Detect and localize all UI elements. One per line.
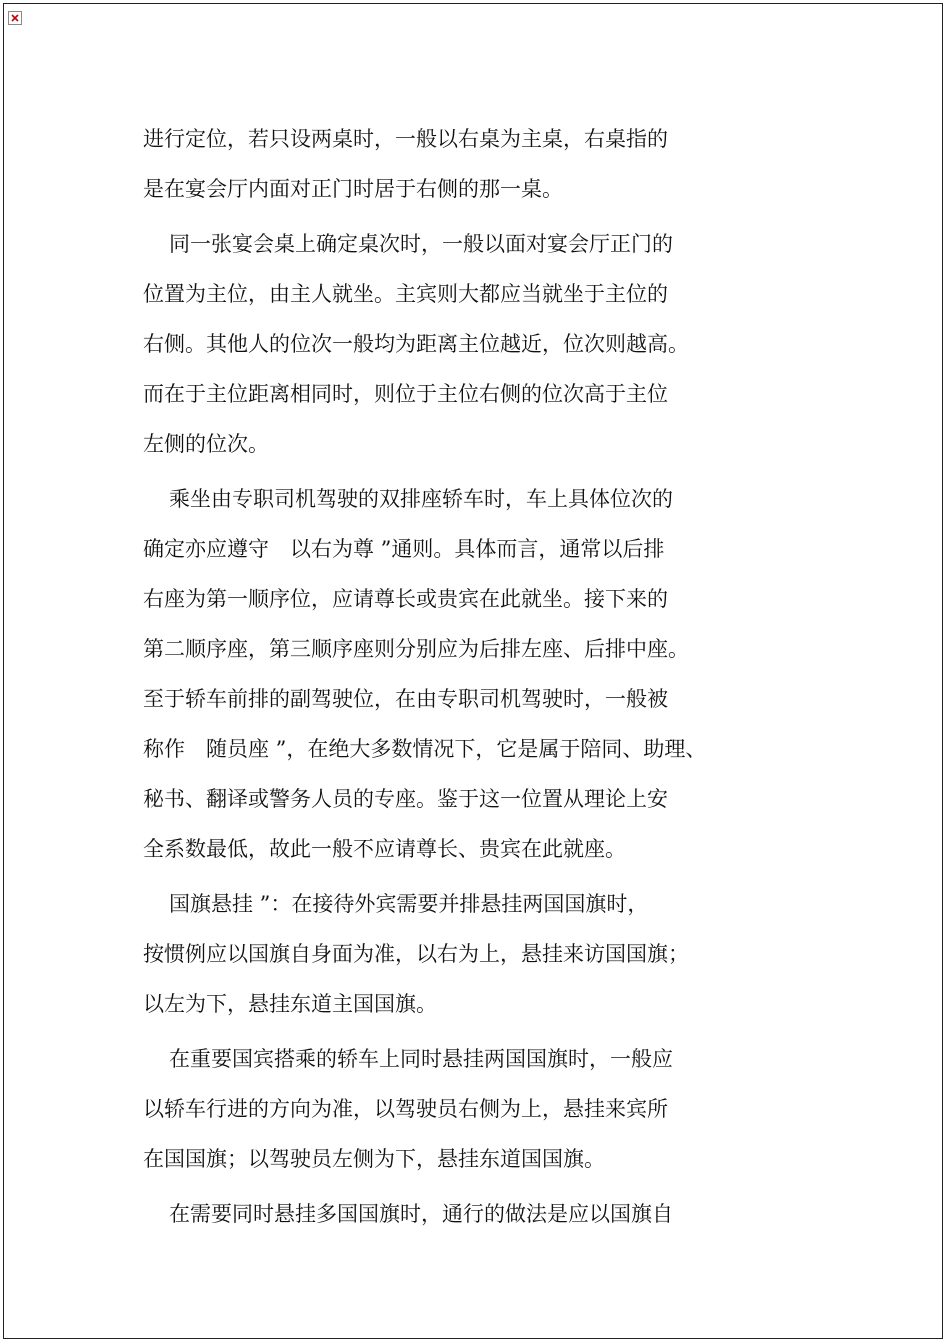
text-line: 国旗悬挂 ”：在接待外宾需要并排悬挂两国国旗时， — [169, 892, 649, 916]
text-line: 在国国旗；以驾驶员左侧为下，悬挂东道国国旗。 — [143, 1147, 605, 1171]
broken-image-icon — [8, 11, 22, 25]
text-line: 进行定位，若只设两桌时，一般以右桌为主桌，右桌指的 — [143, 127, 668, 151]
document-body — [143, 114, 743, 1244]
text-line: 在需要同时悬挂多国国旗时，通行的做法是应以国旗自 — [169, 1202, 673, 1226]
text-line: 秘书、翻译或警务人员的专座。鉴于这一位置从理论上安 — [143, 787, 668, 811]
text-line: 至于轿车前排的副驾驶位，在由专职司机驾驶时，一般被 — [143, 687, 668, 711]
text-line: 同一张宴会桌上确定桌次时，一般以面对宴会厅正门的 — [169, 232, 673, 256]
text-line: 全系数最低，故此一般不应请尊长、贵宾在此就座。 — [143, 837, 626, 861]
text-line: 右侧。其他人的位次一般均为距离主位越近，位次则越高。 — [143, 332, 689, 356]
paragraph-4 — [143, 879, 743, 1029]
text-line: 而在于主位距离相同时，则位于主位右侧的位次高于主位 — [143, 382, 668, 406]
paragraph-3 — [143, 474, 743, 874]
text-line: 在重要国宾搭乘的轿车上同时悬挂两国国旗时，一般应 — [169, 1047, 673, 1071]
text-line: 第二顺序座，第三顺序座则分别应为后排左座、后排中座。 — [143, 637, 689, 661]
text-line: 称作 随员座 ”，在绝大多数情况下，它是属于陪同、助理、 — [143, 737, 707, 761]
paragraph-5 — [143, 1034, 743, 1184]
paragraph-6 — [143, 1189, 743, 1239]
text-line: 以左为下，悬挂东道主国国旗。 — [143, 992, 437, 1016]
text-line: 以轿车行进的方向为准，以驾驶员右侧为上，悬挂来宾所 — [143, 1097, 668, 1121]
text-line: 确定亦应遵守 以右为尊 ”通则。具体而言，通常以后排 — [143, 537, 665, 561]
paragraph-2 — [143, 219, 743, 469]
paragraph-1 — [143, 114, 743, 214]
text-line: 乘坐由专职司机驾驶的双排座轿车时，车上具体位次的 — [169, 487, 673, 511]
text-line: 左侧的位次。 — [143, 432, 269, 456]
text-line: 右座为第一顺序位，应请尊长或贵宾在此就坐。接下来的 — [143, 587, 668, 611]
text-line: 是在宴会厅内面对正门时居于右侧的那一桌。 — [143, 177, 563, 201]
text-line: 位置为主位，由主人就坐。主宾则大都应当就坐于主位的 — [143, 282, 668, 306]
text-line: 按惯例应以国旗自身面为准，以右为上，悬挂来访国国旗； — [143, 942, 689, 966]
